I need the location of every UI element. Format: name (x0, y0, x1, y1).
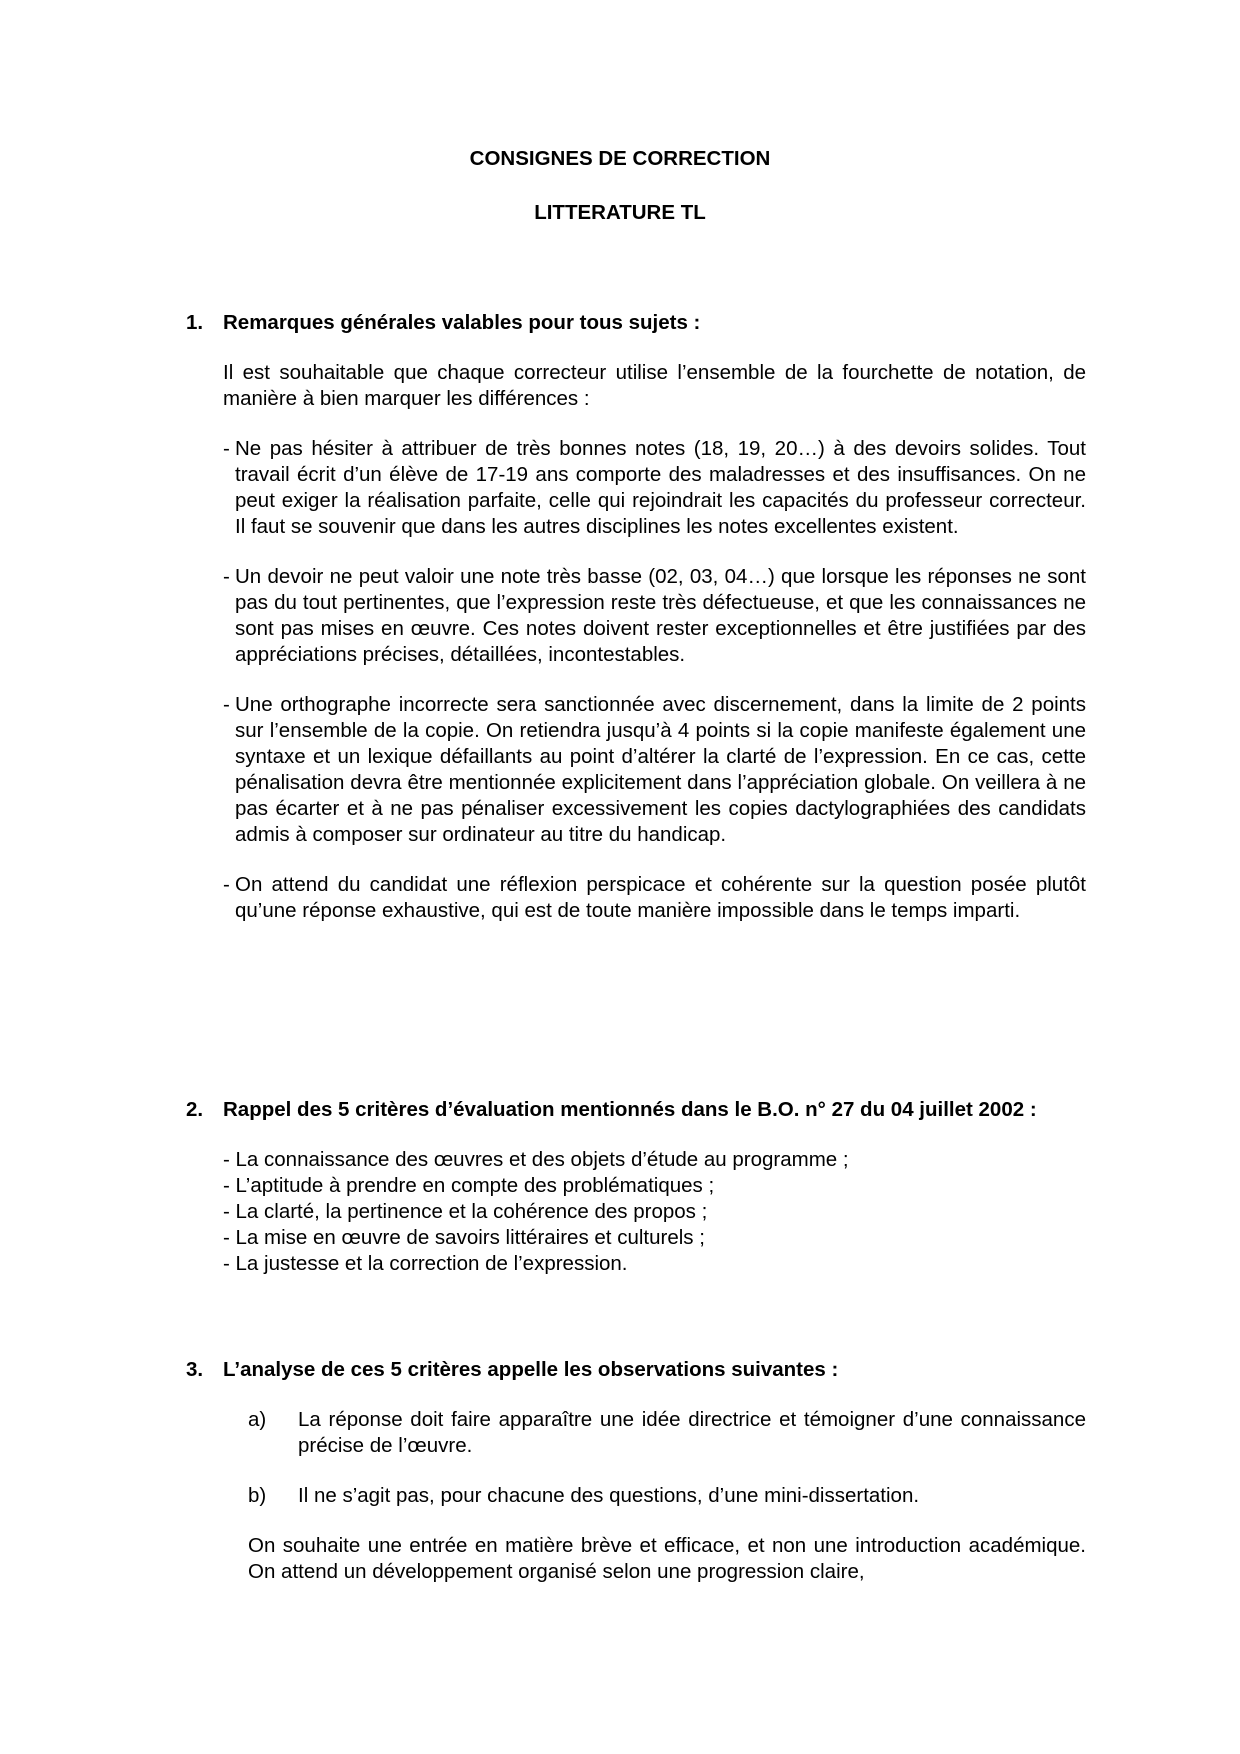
section-criteria-analysis (186, 1357, 1086, 1585)
intro-paragraph: Il est souhaitable que chaque correcteur utilise l’ensemble de la fourchette de notation, de manière à bien marquer les différences : (223, 361, 1086, 410)
section-body (223, 360, 1086, 924)
section-general-remarks (186, 310, 1086, 924)
list-item-text: Ne pas hésiter à attribuer de très bonnes notes (18, 19, 20…) à des devoirs solides. Tout travail écrit d’un élève de 17-19 ans comporte des maladresses et des insuffisances. On ne peut exiger la réalisation parfaite, celle qui rejoindrait les capacités du professeur correcteur. Il faut se souvenir que dans les autres disciplines les notes excellentes existent. (235, 437, 1086, 538)
section-number: 1. (186, 311, 204, 334)
section-heading (186, 310, 1086, 336)
sub-item-text: Il ne s’agit pas, pour chacune des questions, d’une mini-dissertation. (298, 1484, 920, 1507)
section-title: L’analyse de ces 5 critères appelle les observations suivantes : (223, 1358, 839, 1381)
list-item (223, 872, 1086, 924)
section-number: 2. (186, 1098, 204, 1121)
page-subtitle: LITTERATURE TL (534, 201, 706, 224)
section-evaluation-criteria (186, 1097, 1086, 1277)
criterion-item: - La mise en œuvre de savoirs littéraires et culturels ; (223, 1226, 705, 1249)
sub-item-text: La réponse doit faire apparaître une idée directrice et témoigner d’une connaissance précise de l’œuvre. (298, 1408, 1086, 1457)
sub-item (248, 1407, 1086, 1459)
sub-item-label: b) (248, 1484, 267, 1507)
criterion-item: - La clarté, la pertinence et la cohérence des propos ; (223, 1200, 708, 1223)
criterion-item: - La connaissance des œuvres et des objets d’étude au programme ; (223, 1148, 849, 1171)
dash-marker: - (223, 693, 230, 716)
dash-marker: - (223, 873, 230, 896)
list-item (223, 692, 1086, 848)
criteria-list (223, 1147, 1086, 1277)
sub-item-label: a) (248, 1408, 267, 1431)
list-item-text: Un devoir ne peut valoir une note très basse (02, 03, 04…) que lorsque les réponses ne sont pas du tout pertinentes, que l’expression reste très défectueuse, et que les connaissances ne sont pas mises en œuvre. Ces notes doivent rester exceptionnelles et être justifiées par des appréciations précises, détaillées, incontestables. (235, 565, 1086, 666)
section-title: Remarques générales valables pour tous sujets : (223, 311, 701, 334)
criterion-item: - La justesse et la correction de l’expression. (223, 1252, 628, 1275)
section-heading (186, 1097, 1086, 1123)
closing-paragraph: On souhaite une entrée en matière brève et efficace, et non une introduction académique. On attend un développement organisé selon une progression claire, (248, 1534, 1086, 1583)
criterion-item: - L’aptitude à prendre en compte des problématiques ; (223, 1174, 715, 1197)
section-body (248, 1407, 1086, 1585)
section-number: 3. (186, 1358, 204, 1381)
list-item (223, 564, 1086, 668)
page-title: CONSIGNES DE CORRECTION (469, 147, 771, 170)
section-title: Rappel des 5 critères d’évaluation mentionnés dans le B.O. n° 27 du 04 juillet 2002 : (223, 1098, 1037, 1121)
sub-item (248, 1483, 1086, 1509)
dash-marker: - (223, 565, 230, 588)
section-heading (186, 1357, 1086, 1383)
list-item-text: On attend du candidat une réflexion perspicace et cohérente sur la question posée plutôt qu’une réponse exhaustive, qui est de toute manière impossible dans le temps imparti. (235, 873, 1086, 922)
dash-marker: - (223, 437, 230, 460)
list-item (223, 436, 1086, 540)
list-item-text: Une orthographe incorrecte sera sanctionnée avec discernement, dans la limite de 2 points sur l’ensemble de la copie. On retiendra jusqu’à 4 points si la copie manifeste également une syntaxe et un lexique défaillants au point d’altérer la clarté de l’expression. En ce cas, cette pénalisation devra être mentionnée explicitement dans l’appréciation globale. On veillera à ne pas écarter et à ne pas pénaliser excessivement les copies dactylographiées des candidats admis à composer sur ordinateur au titre du handicap. (235, 693, 1086, 846)
